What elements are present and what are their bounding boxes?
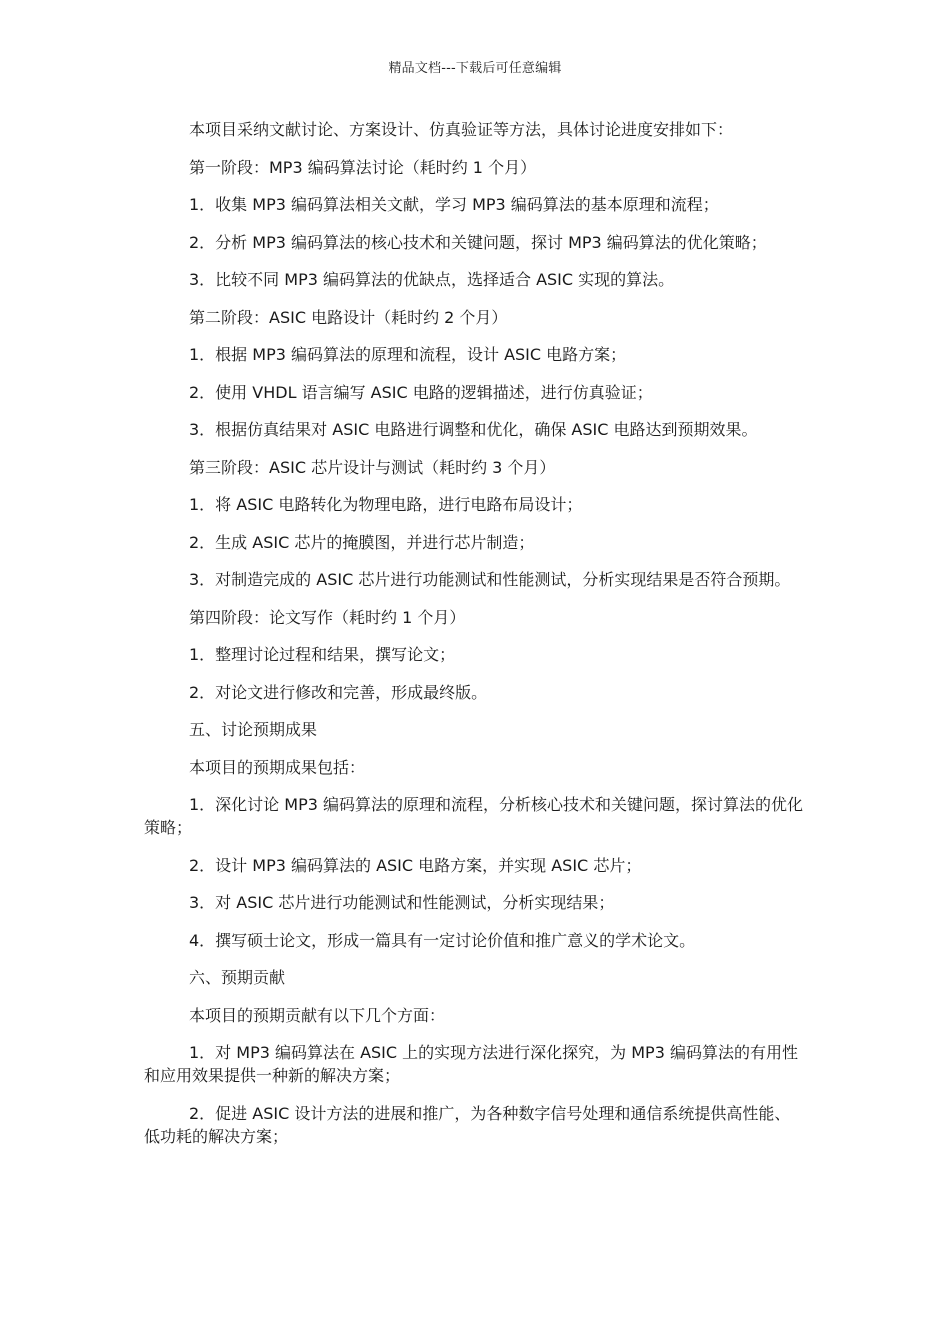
page-header: 精品文档---下载后可任意编辑 — [388, 61, 562, 76]
list-item: 3．对 ASIC 芯片进行功能测试和性能测试，分析实现结果； — [189, 893, 615, 912]
list-item: 3．对制造完成的 ASIC 芯片进行功能测试和性能测试，分析实现结果是否符合预期。 — [189, 570, 791, 589]
list-item: 1．根据 MP3 编码算法的原理和流程，设计 ASIC 电路方案； — [189, 345, 627, 364]
list-item: 1．深化讨论 MP3 编码算法的原理和流程，分析核心技术和关键问题，探讨算法的优化策略； — [144, 795, 803, 837]
list-item: 1．收集 MP3 编码算法相关文献，学习 MP3 编码算法的基本原理和流程； — [189, 195, 719, 214]
list-item: 1．对 MP3 编码算法在 ASIC 上的实现方法进行深化探究，为 MP3 编码算法的有用性和应用效果提供一种新的解决方案； — [144, 1043, 798, 1085]
list-item: 2．使用 VHDL 语言编写 ASIC 电路的逻辑描述，进行仿真验证； — [189, 382, 653, 402]
list-item: 2．生成 ASIC 芯片的掩膜图，并进行芯片制造； — [189, 532, 535, 552]
list-item: 1．将 ASIC 电路转化为物理电路，进行电路布局设计； — [189, 495, 583, 514]
list-item: 4．撰写硕士论文，形成一篇具有一定讨论价值和推广意义的学术论文。 — [189, 930, 696, 950]
stage-3-heading: 第三阶段：ASIC 芯片设计与测试（耗时约 3 个月） — [189, 457, 556, 477]
stage-2-heading: 第二阶段：ASIC 电路设计（耗时约 2 个月） — [189, 307, 508, 327]
list-item: 2．促进 ASIC 设计方法的进展和推广，为各种数字信号处理和通信系统提供高性能、低功耗的解决方案； — [144, 1103, 791, 1146]
contributions-intro: 本项目的预期贡献有以下几个方面： — [189, 1005, 446, 1025]
section-5-heading: 五、讨论预期成果 — [189, 720, 318, 739]
list-item: 3．比较不同 MP3 编码算法的优缺点，选择适合 ASIC 实现的算法。 — [189, 270, 675, 289]
list-item: 2．设计 MP3 编码算法的 ASIC 电路方案，并实现 ASIC 芯片； — [189, 855, 642, 875]
outcomes-intro: 本项目的预期成果包括： — [189, 757, 366, 777]
intro-paragraph: 本项目采纳文献讨论、方案设计、仿真验证等方法，具体讨论进度安排如下： — [189, 120, 734, 139]
document-body — [144, 118, 806, 1162]
list-item: 3．根据仿真结果对 ASIC 电路进行调整和优化，确保 ASIC 电路达到预期效果。 — [189, 420, 758, 439]
stage-4-heading: 第四阶段：论文写作（耗时约 1 个月） — [189, 607, 466, 627]
list-item: 1．整理讨论过程和结果，撰写论文； — [189, 645, 456, 664]
list-item: 2．对论文进行修改和完善，形成最终版。 — [189, 682, 488, 702]
stage-1-heading: 第一阶段：MP3 编码算法讨论（耗时约 1 个月） — [189, 157, 537, 177]
list-item: 2．分析 MP3 编码算法的核心技术和关键问题，探讨 MP3 编码算法的优化策略； — [189, 232, 767, 252]
section-6-heading: 六、预期贡献 — [189, 968, 286, 987]
